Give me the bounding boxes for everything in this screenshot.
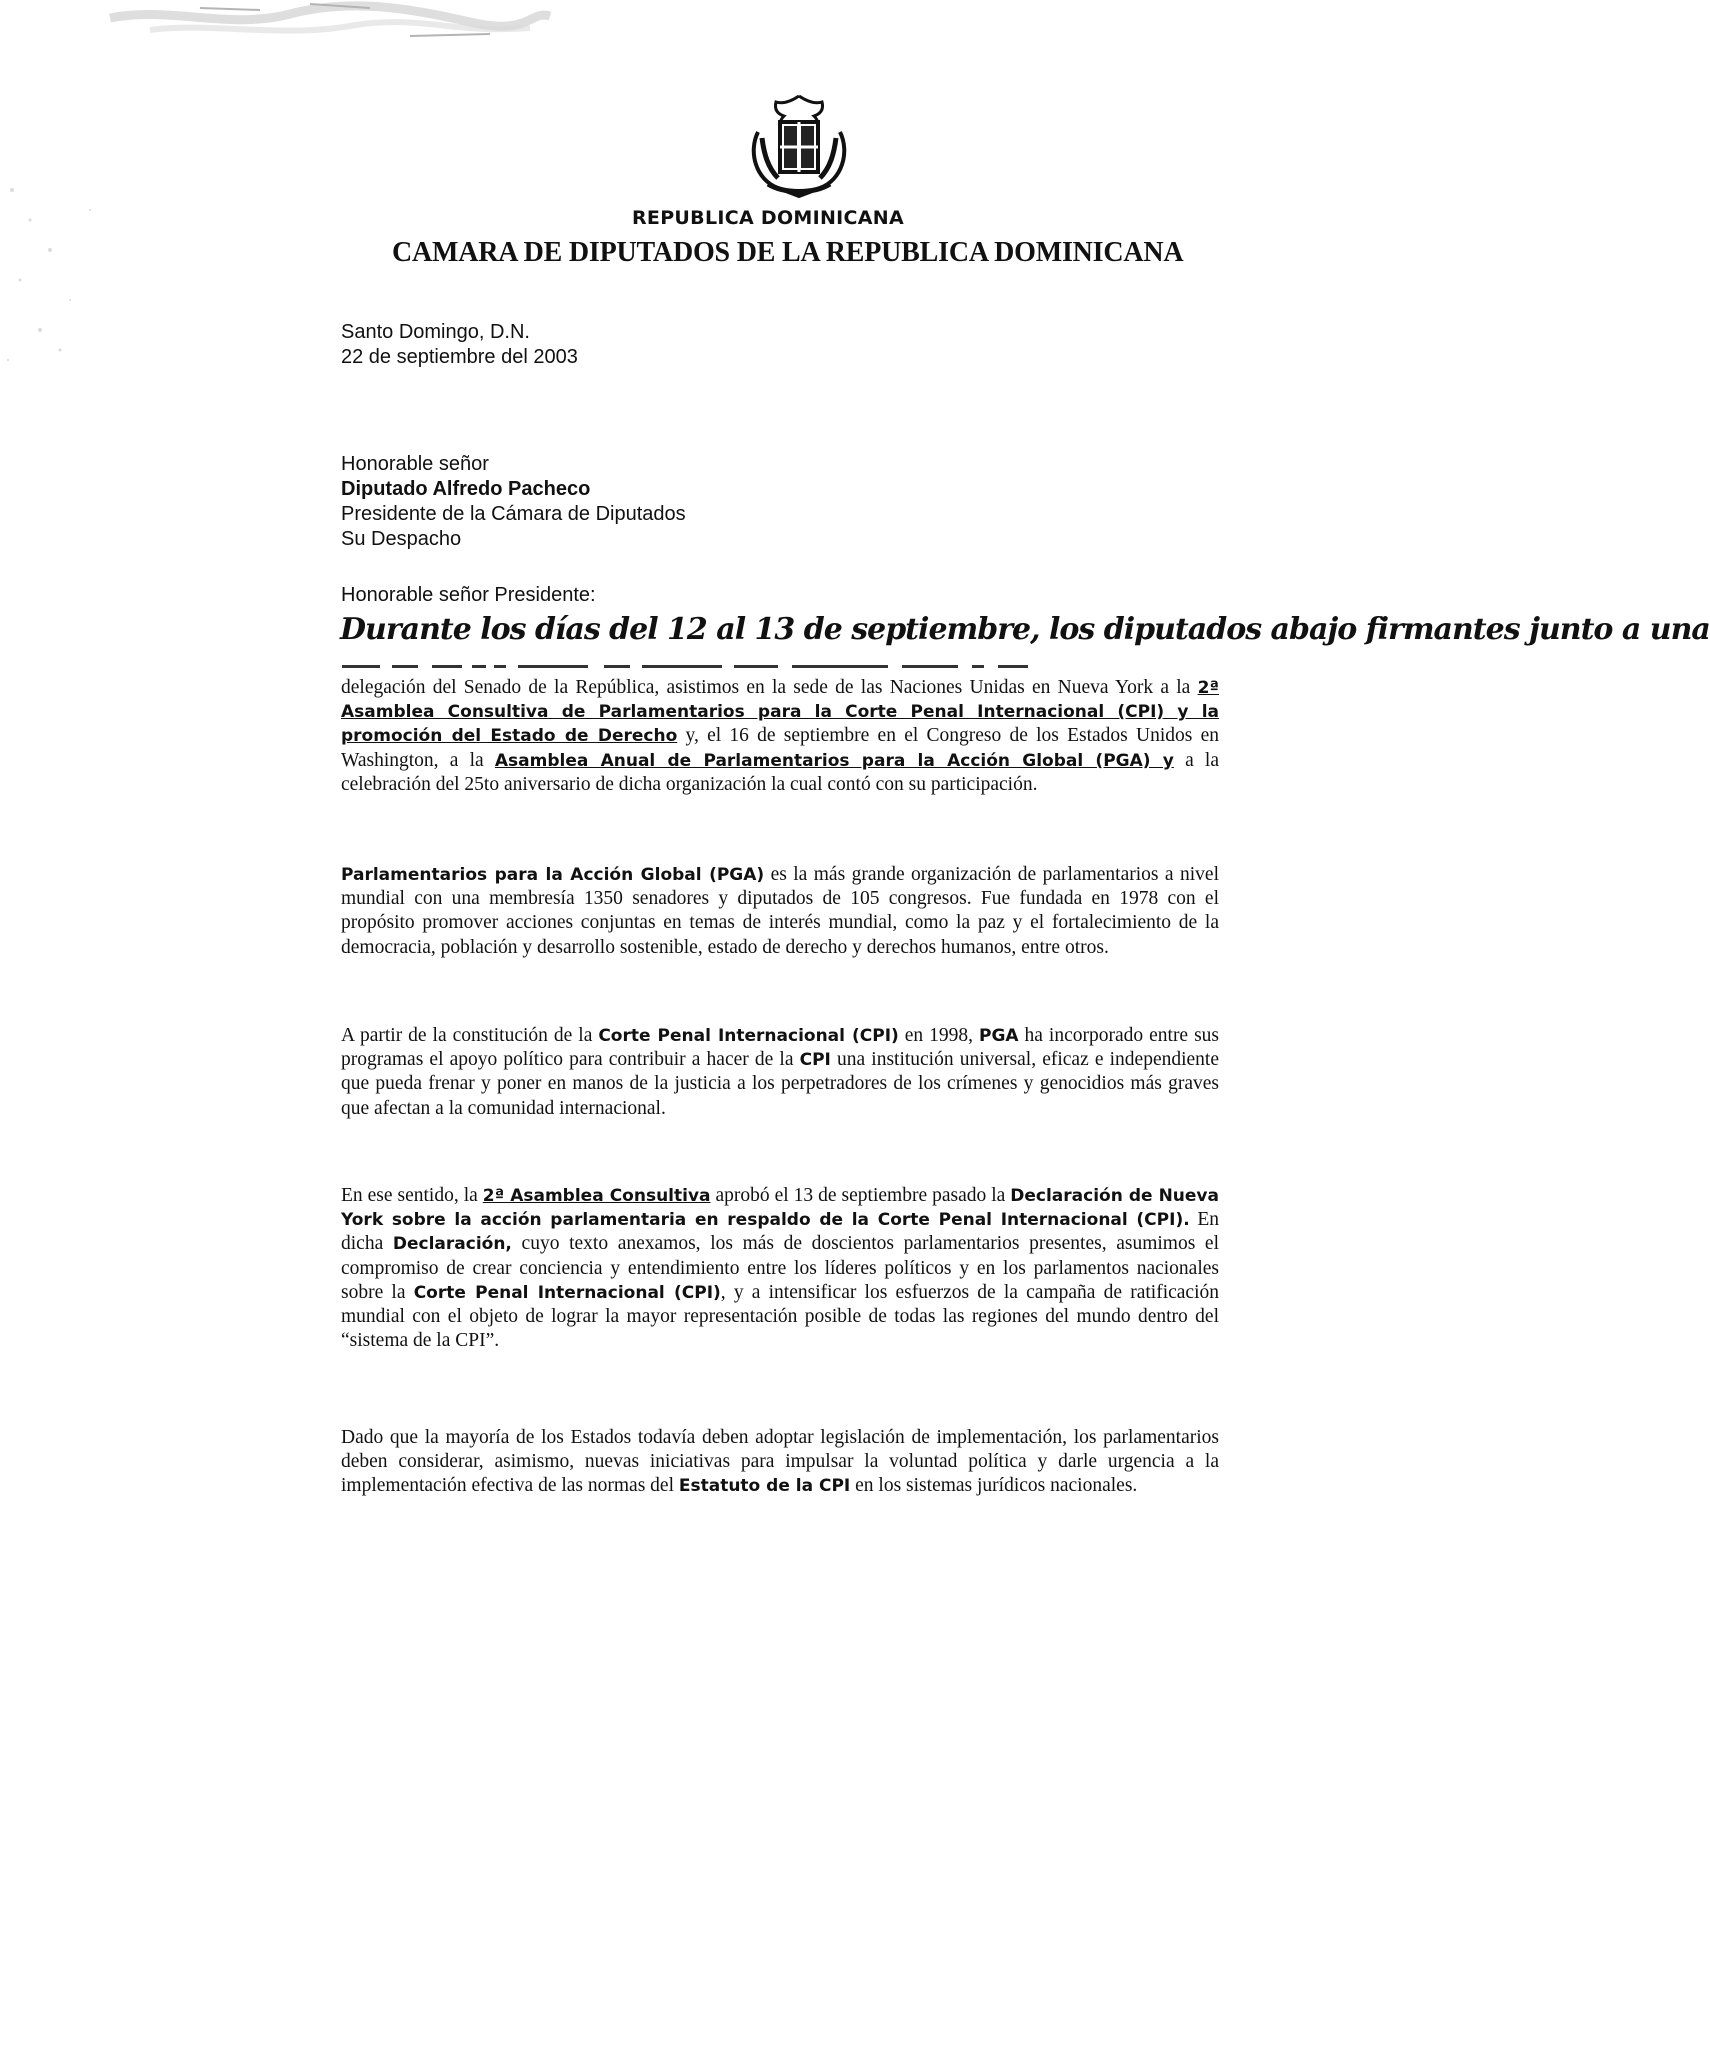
paragraph-5 — [341, 1426, 1219, 1499]
p5-text-1: Dado que la mayoría de los Estados todavía deben adoptar legislación de implementación, los parlamentarios deben considerar, asimismo, nuevas iniciativas para impulsar la voluntad política y darle urgencia a la implementación efectiva de las normas del — [341, 1427, 1219, 1497]
paragraph-2 — [341, 863, 1219, 960]
p5-bold-1: Estatuto de la CPI — [678, 1476, 851, 1497]
p3-text-3: ha incorporado entre sus programas el apoyo político para contribuir a hacer de la — [341, 1025, 1219, 1071]
paragraph-4 — [341, 1184, 1219, 1353]
p4-underlined-1: 2ª Asamblea Consultiva — [482, 1186, 711, 1206]
recipient-name: Diputado Alfredo Pacheco — [341, 478, 591, 500]
p4-text-2: aprobó el 13 de septiembre pasado la — [710, 1185, 1011, 1206]
letter-date: 22 de septiembre del 2003 — [341, 346, 578, 368]
recipient-title: Presidente de la Cámara de Diputados — [341, 503, 686, 525]
coat-of-arms-seal-icon — [738, 92, 860, 202]
p4-bold-2: Declaración, — [392, 1234, 512, 1255]
salutation: Honorable señor Presidente: — [341, 584, 596, 606]
p4-text-1: En ese sentido, la — [341, 1185, 483, 1206]
recipient-honorific: Honorable señor — [341, 453, 489, 475]
recipient-block — [341, 452, 686, 552]
p1-text-1: delegación del Senado de la República, asistimos en la sede de las Naciones Unidas en Nueva York a la — [341, 677, 1198, 698]
struck-out-typed-line — [342, 661, 1218, 671]
p3-text-2: en 1998, — [898, 1025, 979, 1046]
p4-bold-1: Declaración de Nueva York sobre la acción parlamentaria en respaldo de la Corte Penal Internacional (CPI). — [341, 1186, 1219, 1231]
p2-text-1: es la más grande organización de parlamentarios a nivel mundial con una membresía 1350 senadores y diputados de 105 congresos. Fue fundada en 1978 con el propósito promover acciones conjuntas en temas de interés mundial, como la paz y el fortalecimiento de la democracia, población y desarrollo sostenible, estado de derecho y derechos humanos, entre otros. — [341, 864, 1219, 958]
recipient-office: Su Despacho — [341, 528, 462, 550]
p3-bold-3: CPI — [799, 1050, 831, 1071]
p1-underlined-2: Asamblea Anual de Parlamentarios para la Acción Global (PGA) y — [494, 750, 1174, 771]
p4-text-5: , y a intensificar los esfuerzos de la campaña de ratificación mundial con el objeto de lograr la mayor representación posible de todas las regiones del mundo dentro del “sistema de la CPI”. — [341, 1281, 1219, 1352]
p3-text-4: una institución universal, eficaz e independiente que pueda frenar y poner en manos de la justicia a los perpetradores de los crímenes y genocidios más graves que afectan a la comunidad internacional. — [341, 1049, 1219, 1119]
chamber-heading: CAMARA DE DIPUTADOS DE LA REPUBLICA DOMINICANA — [392, 237, 1184, 268]
scan-artifact-left — [0, 150, 120, 380]
p1-text-2: y, el 16 de septiembre en el Congreso de los Estados Unidos en Washington, a la — [341, 725, 1219, 771]
letter-place: Santo Domingo, D.N. — [341, 321, 530, 343]
p3-bold-2: PGA — [979, 1026, 1019, 1046]
p1-text-3: a la celebración del 25to aniversario de dicha organización la cual contó con su participación. — [341, 749, 1220, 795]
paragraph-3 — [341, 1024, 1219, 1121]
paragraph-1 — [341, 676, 1219, 797]
p4-bold-3: Corte Penal Internacional (CPI) — [413, 1282, 721, 1303]
p1-underlined-1: 2ª Asamblea Consultiva de Parlamentarios para la Corte Penal Internacional (CPI) y la promoción del Estado de Derecho — [341, 678, 1219, 747]
handwritten-correction: Durante los días del 12 al 13 de septiembre, los diputados abajo firmantes junto a una — [340, 612, 1710, 647]
p3-text-1: A partir de la constitución de la — [341, 1025, 599, 1046]
scan-artifact — [110, 0, 550, 44]
p5-text-2: en los sistemas jurídicos nacionales. — [850, 1475, 1138, 1497]
country-heading: REPUBLICA DOMINICANA — [632, 207, 905, 229]
p4-text-3: En dicha — [341, 1209, 1219, 1255]
p3-bold-1: Corte Penal Internacional (CPI) — [598, 1026, 899, 1046]
p4-text-4: cuyo texto anexamos, los más de doscientos parlamentarios presentes, asumimos el compromiso de crear conciencia y entendimiento entre los líderes políticos y en los parlamentos nacionales sobre la — [341, 1233, 1220, 1303]
p2-bold-1: Parlamentarios para la Acción Global (PGA) — [341, 865, 765, 885]
